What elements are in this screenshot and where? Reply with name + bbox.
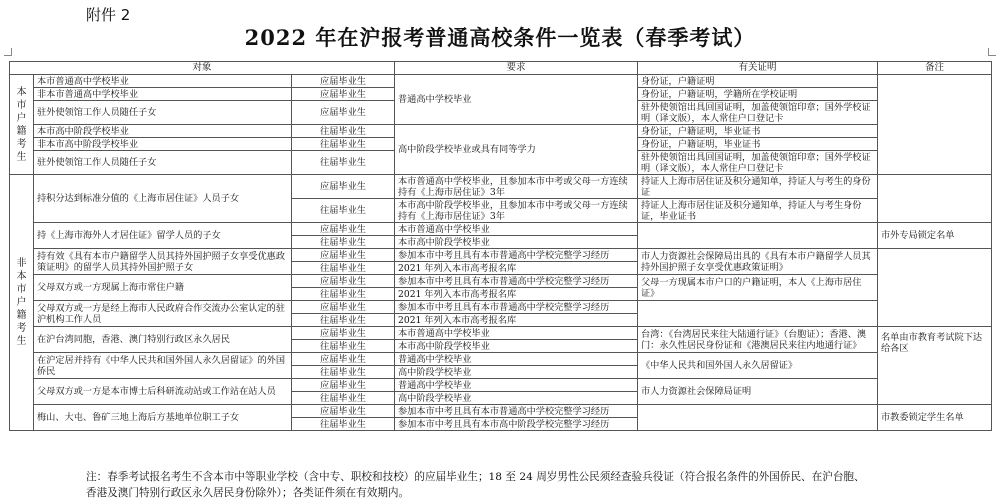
remark-cell: 市教委锁定学生名单 bbox=[878, 405, 992, 431]
group-nonlocal-cell bbox=[10, 175, 34, 431]
grad-cell: 往届毕业生 bbox=[292, 125, 395, 138]
certificate-cell: 持证人上海市居住证及积分通知单，持证人与考生的身份证 bbox=[638, 175, 878, 199]
table-row bbox=[10, 301, 992, 314]
grad-cell: 应届毕业生 bbox=[292, 327, 395, 340]
grad-cell: 应届毕业生 bbox=[292, 101, 395, 125]
object-cell: 持《上海市海外人才居住证》留学人员的子女 bbox=[34, 223, 292, 249]
grad-cell: 应届毕业生 bbox=[292, 249, 395, 262]
header-object: 对象 bbox=[10, 62, 395, 75]
grad-cell: 应届毕业生 bbox=[292, 75, 395, 88]
requirement-cell: 本市高中阶段学校毕业 bbox=[395, 236, 638, 249]
footnote-line-2: 香港及澳门特别行政区永久居民身份除外）；各类证件须在有效期内。 bbox=[86, 487, 410, 499]
requirement-cell: 本市普通高中学校毕业 bbox=[395, 223, 638, 236]
requirement-cell: 参加本市中考且具有本市高中阶段学校完整学习经历 bbox=[395, 418, 638, 431]
table-row bbox=[10, 405, 992, 418]
grad-cell: 往届毕业生 bbox=[292, 418, 395, 431]
certificate-cell: 驻外使领馆出具回国证明，加盖使领馆印章；国外学校证明（译文版），本人常住户口登记卡 bbox=[638, 101, 878, 125]
requirement-cell: 2021 年列入本市高考报名库 bbox=[395, 262, 638, 275]
object-cell: 非本市高中阶段学校毕业 bbox=[34, 138, 292, 151]
group-local-label: 本市户籍考生 bbox=[16, 86, 27, 163]
grad-cell: 应届毕业生 bbox=[292, 275, 395, 288]
grad-cell: 应届毕业生 bbox=[292, 405, 395, 418]
remark-cell bbox=[878, 75, 992, 175]
table-row bbox=[10, 353, 992, 366]
header-remark: 备注 bbox=[878, 62, 992, 75]
certificate-cell: 市人力资源社会保障局证明 bbox=[638, 379, 878, 405]
requirement-cell: 普通高中学校毕业 bbox=[395, 75, 638, 125]
grad-cell: 应届毕业生 bbox=[292, 353, 395, 366]
object-cell: 在沪定居并持有《中华人民共和国外国人永久居留证》的外国侨民 bbox=[34, 353, 292, 379]
table-row bbox=[10, 75, 992, 88]
requirement-cell: 参加本市中考且具有本市普通高中学校完整学习经历 bbox=[395, 249, 638, 262]
grad-cell: 往届毕业生 bbox=[292, 288, 395, 301]
object-cell: 非本市普通高中学校毕业 bbox=[34, 88, 292, 101]
object-cell: 本市高中阶段学校毕业 bbox=[34, 125, 292, 138]
requirement-cell: 本市普通高中学校毕业，且参加本市中考或父母一方连续持有《上海市居住证》3年 bbox=[395, 175, 638, 199]
requirement-cell: 2021 年列入本市高考报名库 bbox=[395, 314, 638, 327]
certificate-cell: 身份证，户籍证明，毕业证书 bbox=[638, 138, 878, 151]
certificate-cell bbox=[638, 301, 878, 327]
remark-cell: 名单由市教育考试院下达给各区 bbox=[878, 327, 992, 405]
table-row bbox=[10, 275, 992, 288]
grad-cell: 往届毕业生 bbox=[292, 138, 395, 151]
requirement-cell: 参加本市中考且具有本市普通高中学校完整学习经历 bbox=[395, 275, 638, 288]
object-cell: 父母双方或一方是本市博士后科研流动站或工作站在站人员 bbox=[34, 379, 292, 405]
requirement-cell: 2021 年列入本市高考报名库 bbox=[395, 288, 638, 301]
object-cell: 持有效《具有本市户籍留学人员其持外国护照子女享受优惠政策证明》的留学人员其持外国护照子女 bbox=[34, 249, 292, 275]
table-row bbox=[10, 249, 992, 262]
object-cell: 梅山、大屯、鲁矿三地上海后方基地单位职工子女 bbox=[34, 405, 292, 431]
footnote-line-1: 注：春季考试报名考生不含本市中等职业学校（含中专、职校和技校）的应届毕业生；18 至 24 周岁男性公民须经查验兵役证（符合报名条件的外国侨民、在沪台胞、 bbox=[86, 471, 865, 483]
table-row bbox=[10, 379, 992, 392]
grad-cell: 往届毕业生 bbox=[292, 314, 395, 327]
table-row bbox=[10, 327, 992, 340]
requirement-cell: 普通高中学校毕业 bbox=[395, 353, 638, 366]
grad-cell: 往届毕业生 bbox=[292, 340, 395, 353]
grad-cell: 往届毕业生 bbox=[292, 262, 395, 275]
certificate-cell: 《中华人民共和国外国人永久居留证》 bbox=[638, 353, 878, 379]
remark-cell bbox=[878, 175, 992, 223]
certificate-cell: 父母一方现属本市户口的户籍证明，本人《上海市居住证》 bbox=[638, 275, 878, 301]
certificate-cell: 持证人上海市居住证及积分通知单，持证人与考生身份证，毕业证书 bbox=[638, 199, 878, 223]
attachment-label: 附件 2 bbox=[86, 6, 131, 24]
grad-cell: 往届毕业生 bbox=[292, 366, 395, 379]
header-requirement: 要求 bbox=[395, 62, 638, 75]
group-nonlocal-label: 非本市户籍考生 bbox=[16, 258, 27, 347]
requirement-cell: 参加本市中考且具有本市普通高中学校完整学习经历 bbox=[395, 405, 638, 418]
grad-cell: 应届毕业生 bbox=[292, 223, 395, 236]
certificate-cell: 身份证，户籍证明，毕业证书 bbox=[638, 125, 878, 138]
certificate-cell: 身份证，户籍证明，学籍所在学校证明 bbox=[638, 88, 878, 101]
conditions-table bbox=[9, 61, 992, 431]
object-cell: 本市普通高中学校毕业 bbox=[34, 75, 292, 88]
table-row bbox=[10, 175, 992, 199]
requirement-cell: 参加本市中考且具有本市普通高中学校完整学习经历 bbox=[395, 301, 638, 314]
table-row bbox=[10, 223, 992, 236]
certificate-cell: 市人力资源社会保障局出具的《具有本市户籍留学人员其持外国护照子女享受优惠政策证明》 bbox=[638, 249, 878, 275]
requirement-cell: 高中阶段学校毕业或具有同等学力 bbox=[395, 125, 638, 175]
grad-cell: 应届毕业生 bbox=[292, 379, 395, 392]
grad-cell: 往届毕业生 bbox=[292, 151, 395, 175]
margin-mark-left bbox=[4, 48, 12, 56]
grad-cell: 应届毕业生 bbox=[292, 301, 395, 314]
object-cell: 驻外使领馆工作人员随任子女 bbox=[34, 101, 292, 125]
group-local-cell bbox=[10, 75, 34, 175]
header-certificate: 有关证明 bbox=[638, 62, 878, 75]
grad-cell: 往届毕业生 bbox=[292, 199, 395, 223]
object-cell: 在沪台湾同胞，香港、澳门特别行政区永久居民 bbox=[34, 327, 292, 353]
requirement-cell: 本市高中阶段学校毕业，且参加本市中考或父母一方连续持有《上海市居住证》3年 bbox=[395, 199, 638, 223]
remark-cell: 市外专局锁定名单 bbox=[878, 223, 992, 249]
grad-cell: 往届毕业生 bbox=[292, 236, 395, 249]
object-cell: 父母双方或一方现属上海市常住户籍 bbox=[34, 275, 292, 301]
grad-cell: 应届毕业生 bbox=[292, 88, 395, 101]
requirement-cell: 本市高中阶段学校毕业 bbox=[395, 340, 638, 353]
requirement-cell: 高中阶段学校毕业 bbox=[395, 392, 638, 405]
grad-cell: 往届毕业生 bbox=[292, 392, 395, 405]
footnote bbox=[86, 469, 966, 501]
certificate-cell: 身份证，户籍证明 bbox=[638, 75, 878, 88]
certificate-cell bbox=[638, 223, 878, 249]
object-cell: 驻外使领馆工作人员随任子女 bbox=[34, 151, 292, 175]
page-title: 2022 年在沪报考普通高校条件一览表（春季考试） bbox=[244, 25, 756, 50]
object-cell: 父母双方或一方是经上海市人民政府合作交流办公室认定的驻沪机构工作人员 bbox=[34, 301, 292, 327]
margin-mark-right bbox=[988, 48, 996, 56]
certificate-cell: 台湾：《台湾居民来往大陆通行证》（台胞证）；香港、澳门：永久性居民身份证和《港澳居民来往内地通行证》 bbox=[638, 327, 878, 353]
requirement-cell: 本市普通高中学校毕业 bbox=[395, 327, 638, 340]
object-cell: 持积分达到标准分值的《上海市居住证》人员子女 bbox=[34, 175, 292, 223]
certificate-cell: 驻外使领馆出具回国证明，加盖使领馆印章；国外学校证明（译文版），本人常住户口登记卡 bbox=[638, 151, 878, 175]
requirement-cell: 高中阶段学校毕业 bbox=[395, 366, 638, 379]
grad-cell: 应届毕业生 bbox=[292, 175, 395, 199]
requirement-cell: 普通高中学校毕业 bbox=[395, 379, 638, 392]
table-header-row bbox=[10, 62, 992, 75]
remark-cell bbox=[878, 249, 992, 327]
table-row bbox=[10, 125, 992, 138]
certificate-cell bbox=[638, 405, 878, 431]
